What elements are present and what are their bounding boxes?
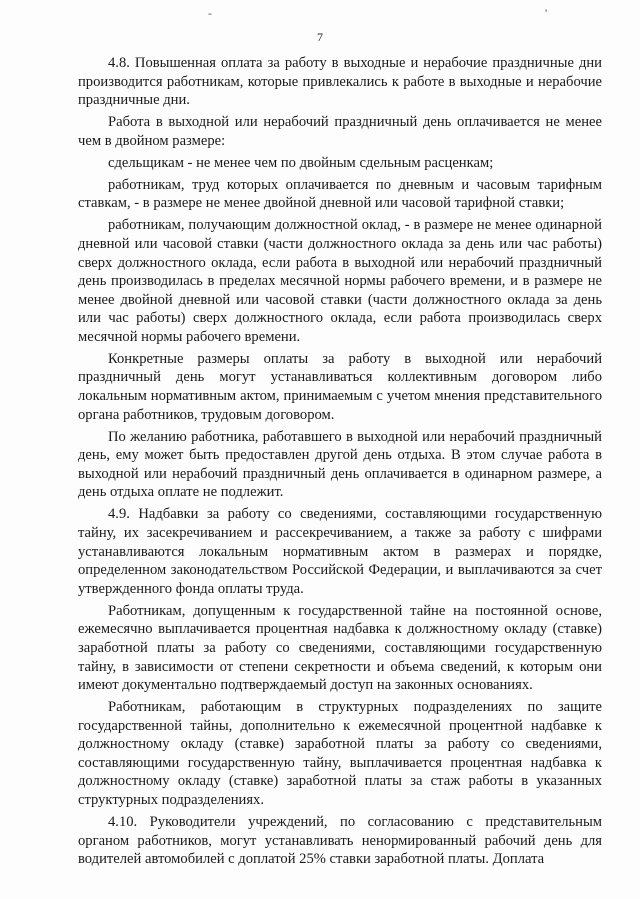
page-number: 7 xyxy=(317,30,323,44)
paragraph-secret-units: Работникам, работающим в структурных подразделениях по защите государственной тайны, дополнительно к ежемесячной процентной надбавке к должностному окладу (ставке) заработной платы за работу со сведениями, составляющими государственную тайну, выплачивается процентная надбавка к должностному окладу (ставке) заработной платы за стаж работы в указанных структурных подразделениях. xyxy=(78,699,602,809)
paragraph-tariff-workers: работникам, труд которых оплачивается по дневным и часовым тарифным ставкам, - в размере не менее двойной дневной или часовой тарифной ставки; xyxy=(78,176,602,212)
paragraph-double-pay: Работа в выходной или нерабочий праздничный день оплачивается не менее чем в двойном размере: xyxy=(78,114,602,149)
scan-mark-right: ' xyxy=(545,6,548,20)
paragraph-4-10: 4.10. Руководители учреждений, по согласованию с представительным органом работников, могут устанавливать ненормированный рабочий день для водителей автомобилей с доплатой 25% ставки заработной платы. Доплата xyxy=(78,814,602,868)
paragraph-4-9: 4.9. Надбавки за работу со сведениями, составляющими государственную тайну, их засекречиванием и рассекречиванием, а также за работу с шифрами устанавливаются локальным нормативным актом в размерах и порядке, определенном законодательством Российской Федерации, и выплачиваются за счет утвержденного фонда оплаты труда. xyxy=(78,506,602,597)
scan-mark-left: - xyxy=(208,6,212,20)
paragraph-4-8: 4.8. Повышенная оплата за работу в выходные и нерабочие праздничные дни производится работникам, которые привлекались к работе в выходные и нерабочие праздничные дни. xyxy=(78,55,602,109)
paragraph-salaried-workers: работникам, получающим должностной оклад, - в размере не менее одинарной дневной или часовой ставки (части должностного оклада за день или час работы) сверх должностного оклада, если работа в выходной или нерабочий праздничный день производилась в пределах месячной нормы рабочего времени, и в размере не менее двойной дневной или часовой ставки (части должностного оклада за день или час работы) сверх должностного оклада, если работа производилась сверх месячной нормы рабочего времени. xyxy=(78,217,602,345)
paragraph-specific-amounts: Конкретные размеры оплаты за работу в выходной или нерабочий праздничный день могут устанавливаться коллективным договором либо локальным нормативным актом, принимаемым с учетом мнения представительного органа работников, трудовым договором. xyxy=(78,350,602,423)
document-body xyxy=(78,54,602,872)
paragraph-day-off: По желанию работника, работавшего в выходной или нерабочий праздничный день, ему может быть предоставлен другой день отдыха. В этом случае работа в выходной или нерабочий праздничный день оплачивается в одинарном размере, а день отдыха оплате не подлежит. xyxy=(78,428,602,501)
paragraph-secret-access: Работникам, допущенным к государственной тайне на постоянной основе, ежемесячно выплачивается процентная надбавка к должностному окладу (ставке) заработной платы за работу со сведениями, составляющими государственную тайну, в зависимости от степени секретности и объема сведений, к которым они имеют документально подтверждаемый доступ на законных основаниях. xyxy=(78,602,602,694)
paragraph-piece-workers: сдельщикам - не менее чем по двойным сдельным расценкам; xyxy=(108,154,494,171)
